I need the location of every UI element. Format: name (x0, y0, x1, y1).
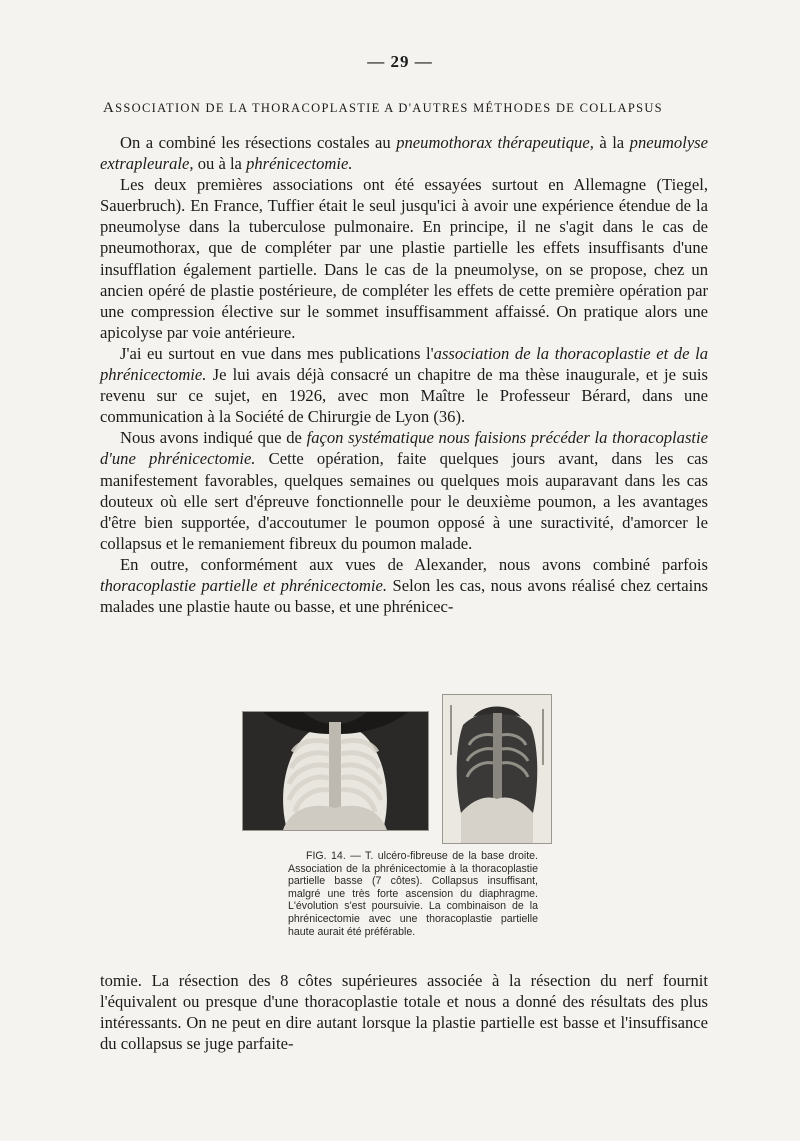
body-text-top (100, 132, 708, 617)
figure-caption (288, 850, 538, 938)
paragraph-2: Les deux premières associations ont été essayées surtout en Allemagne (Tiegel, Sauerbruch). En France, Tuffier était le seul jusqu'ici à avoir une expérience étendue de la pneumolyse dans la tuberculose pulmonaire. En principe, il ne s'agit dans le cas de pneumothorax, que de compléter par une plastie partielle les effets insuffisants d'une insufflation également partielle. Dans le cas de la pneumolyse, on se propose, chez un ancien opéré de plastie postérieure, de compléter les effets de cette première opération par une compression élective sur le sommet insuffisamment affaissé. On pratique alors une apicolyse par voie antérieure. (100, 175, 708, 342)
paragraph-5: En outre, conformément aux vues de Alexander, nous avons combiné parfois thoracoplastie partielle et phrénicectomie. Selon les cas, nous avons réalisé chez certains malades une plastie haute ou basse, et une phrénicec- (100, 554, 708, 617)
section-heading (103, 100, 703, 117)
paragraph-4: Nous avons indiqué que de façon systématique nous faisions précéder la thoracoplastie d'une phrénicectomie. Cette opération, faite quelques jours avant, dans les cas manifestement favorables, quelques semaines ou quelques mois auparavant dans les cas douteux où elle sert d'épreuve fonctionnelle pour le deuxième poumon, a les avantages d'être bien supportée, d'accoutumer le poumon opposé à une suractivité, d'amorcer le collapsus et le remaniement fibreux du poumon malade. (100, 428, 709, 553)
xray-image-back (442, 694, 552, 844)
body-text-bottom (100, 970, 708, 1054)
section-heading-rest: SSOCIATION DE LA THORACOPLASTIE A D'AUTRES MÉTHODES DE COLLAPSUS (115, 101, 663, 115)
figure-caption-text: T. ulcéro-fibreuse de la base droite. Association de la phrénicectomie à la thoracoplastie partielle basse (7 côtes). Collapsus insuffisant, malgré une très forte ascension du diaphragme. L'évolution s'est poursuivie. La combinaison de la phrénicectomie avec une thoracoplastie partielle haute aurait été préférable. (288, 850, 538, 938)
paragraph-6: tomie. La résection des 8 côtes supérieures associée à la résection du nerf fournit l'équivalent ou presque d'une thoracoplastie totale et nous a donné des résultats des plus intéressants. On ne peut en dire autant lorsque la plastie partielle est basse et l'insuffisance du collapsus se juge parfaite- (100, 971, 708, 1054)
figure-14 (0, 694, 800, 854)
page-number: — 29 — (367, 52, 433, 71)
figure-label: FIG. 14. — (306, 850, 361, 862)
paragraph-3: J'ai eu surtout en vue dans mes publications l'association de la thoracoplastie et de la phrénicectomie. Je lui avais déjà consacré un chapitre de ma thèse inaugurale, et je suis revenu sur ce sujet, en 1926, avec mon Maître le Professeur Bérard, dans une communication à la Société de Chirurgie de Lyon (36). (100, 343, 708, 427)
xray-chest-back-graphic (443, 695, 551, 843)
xray-chest-front-graphic (243, 712, 428, 830)
xray-image-front (242, 711, 429, 831)
section-heading-initial: A (103, 100, 116, 116)
paragraph-1: On a combiné les résections costales au pneumothorax thérapeutique, à la pneumolyse extrapleurale, ou à la phrénicectomie. (100, 133, 709, 174)
